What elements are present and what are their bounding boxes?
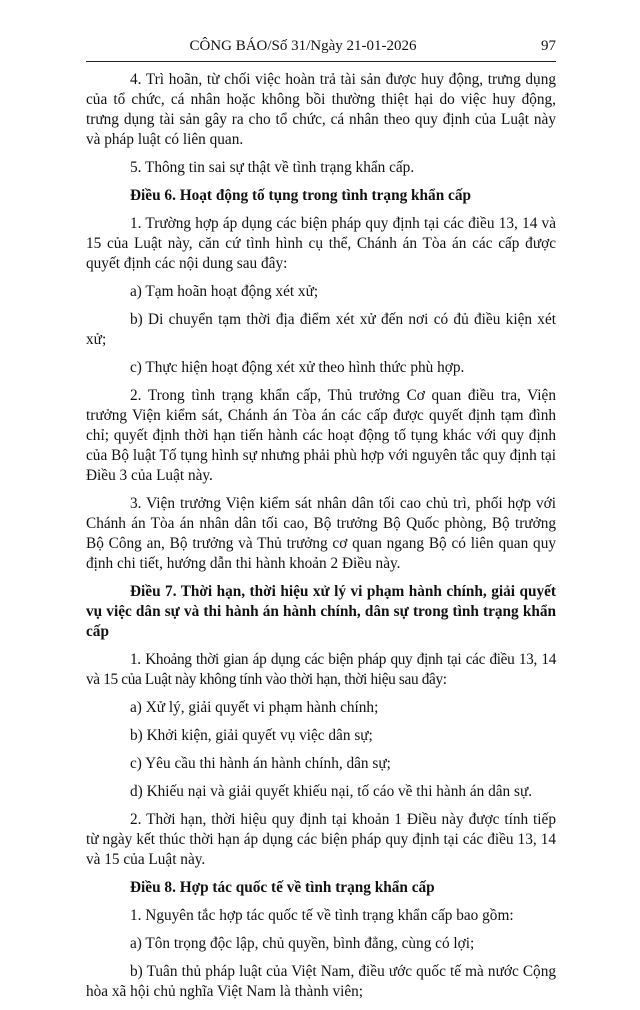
paragraph-clause-4: 4. Trì hoãn, từ chối việc hoàn trả tài sản được huy động, trưng dụng của tổ chức, cá nhân hoặc không bồi thường thiệt hại do việc huy động, trưng dụng tài sản gây ra cho tổ chức, cá nhân theo quy định của Luật này và pháp luật có liên quan. [86, 71, 556, 148]
paragraph-art6-item-b: b) Di chuyển tạm thời địa điểm xét xử đến nơi có đủ điều kiện xét xử; [86, 311, 556, 348]
paragraph-art7-item-a: a) Xử lý, giải quyết vi phạm hành chính; [130, 699, 379, 716]
paragraph-art7-item-b: b) Khởi kiện, giải quyết vụ việc dân sự; [130, 727, 373, 744]
paragraph-art6-clause-1: 1. Trường hợp áp dụng các biện pháp quy định tại các điều 13, 14 và 15 của Luật này, căn cứ tình hình cụ thể, Chánh án Tòa án các cấp được quyết định các nội dung sau đây: [86, 215, 556, 272]
article-7-heading: Điều 7. Thời hạn, thời hiệu xử lý vi phạm hành chính, giải quyết vụ việc dân sự và thi hành án hành chính, dân sự trong tình trạng khẩn cấp [86, 583, 556, 640]
gazette-header-title: CÔNG BÁO/Số 31/Ngày 21-01-2026 [189, 38, 417, 54]
paragraph-art7-item-d: d) Khiếu nại và giải quyết khiếu nại, tố cáo về thi hành án dân sự. [130, 783, 533, 800]
page-header [86, 38, 556, 58]
document-body [86, 70, 556, 1010]
article-6-heading: Điều 6. Hoạt động tố tụng trong tình trạng khẩn cấp [130, 187, 471, 204]
paragraph-art7-item-c: c) Yêu cầu thi hành án hành chính, dân sự; [130, 755, 391, 772]
paragraph-art6-item-a: a) Tạm hoãn hoạt động xét xử; [130, 283, 319, 300]
article-8-heading: Điều 8. Hợp tác quốc tế về tình trạng khẩn cấp [130, 879, 435, 896]
paragraph-art6-item-c: c) Thực hiện hoạt động xét xử theo hình thức phù hợp. [130, 359, 465, 376]
paragraph-art8-clause-1: 1. Nguyên tắc hợp tác quốc tế về tình trạng khẩn cấp bao gồm: [130, 907, 514, 924]
paragraph-art7-clause-2: 2. Thời hạn, thời hiệu quy định tại khoản 1 Điều này được tính tiếp từ ngày kết thúc thời hạn áp dụng các biện pháp quy định tại các điều 13, 14 và 15 của Luật này. [86, 811, 556, 868]
paragraph-art7-clause-1: 1. Khoảng thời gian áp dụng các biện pháp quy định tại các điều 13, 14 và 15 của Luật này không tính vào thời hạn, thời hiệu sau đây: [86, 651, 556, 688]
header-divider [86, 61, 556, 62]
paragraph-art6-clause-3: 3. Viện trưởng Viện kiểm sát nhân dân tối cao chủ trì, phối hợp với Chánh án Tòa án nhân dân tối cao, Bộ trưởng Bộ Quốc phòng, Bộ trưởng Bộ Công an, Bộ trưởng và Thủ trưởng cơ quan ngang Bộ có liên quan quy định chi tiết, hướng dẫn thi hành khoản 2 Điều này. [86, 495, 556, 572]
paragraph-art8-item-b: b) Tuân thủ pháp luật của Việt Nam, điều ước quốc tế mà nước Cộng hòa xã hội chủ nghĩa Việt Nam là thành viên; [86, 963, 556, 1000]
paragraph-art6-clause-2: 2. Trong tình trạng khẩn cấp, Thủ trưởng Cơ quan điều tra, Viện trưởng Viện kiểm sát, Chánh án Tòa án các cấp được quyết định tạm đình chỉ; quyết định thời hạn tiến hành các hoạt động tố tụng khác với quy định của Bộ luật Tố tụng hình sự nhưng phải phù hợp với nguyên tắc quy định tại Điều 3 của Luật này. [86, 387, 556, 484]
paragraph-art8-item-a: a) Tôn trọng độc lập, chủ quyền, bình đẳng, cùng có lợi; [130, 935, 475, 952]
paragraph-clause-5: 5. Thông tin sai sự thật về tình trạng khẩn cấp. [130, 159, 415, 176]
page-number: 97 [541, 38, 556, 54]
